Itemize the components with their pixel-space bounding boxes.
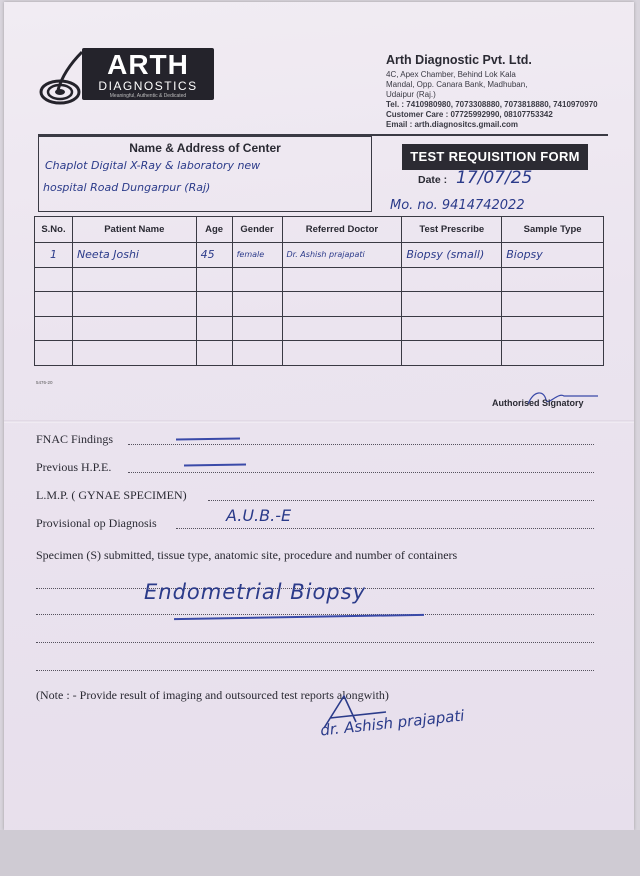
table-header-row: [35, 217, 604, 243]
center-line-2: hospital Road Dungarpur (Raj): [43, 181, 211, 194]
previous-hpe-ink-stroke: [184, 463, 246, 466]
cell-test-prescribe: Biopsy (small): [402, 243, 502, 268]
specimen-label: Specimen (S) submitted, tissue type, anatomic site, procedure and number of containers: [36, 548, 458, 562]
table-row: [35, 316, 604, 341]
specimen-value: Endometrial Biopsy: [144, 580, 367, 604]
address-line-3: Udaipur (Raj.): [386, 90, 436, 99]
col-header-test-prescribe: Test Prescribe: [402, 217, 502, 243]
previous-hpe-dotted-line: [128, 472, 594, 473]
table-row: [35, 292, 604, 317]
telephone: Tel. : 7410980980, 7073308880, 7073818880, 7410970970: [386, 100, 598, 109]
lmp-label: L.M.P. ( GYNAE SPECIMEN): [36, 488, 187, 502]
company-details: [386, 52, 626, 130]
customer-care: Customer Care : 07725992990, 08107753342: [386, 110, 553, 119]
form-code: 5476-20: [36, 380, 53, 385]
logo-box: [82, 48, 214, 100]
table-row: [35, 267, 604, 292]
table-row: [35, 243, 604, 268]
address-line-2: Mandal, Opp. Canara Bank, Madhuban,: [386, 80, 528, 89]
form-title: TEST REQUISITION FORM: [402, 144, 588, 170]
fnac-dotted-line: [128, 444, 594, 445]
provisional-diagnosis-label: Provisional op Diagnosis: [36, 516, 157, 530]
cell-age: 45: [196, 243, 232, 268]
col-header-patient-name: Patient Name: [72, 217, 196, 243]
center-line-1: Chaplot Digital X-Ray & laboratory new: [45, 159, 261, 172]
specimen-dotted-line-4: [36, 670, 594, 671]
provisional-diagnosis-value: A.U.B.-E: [226, 506, 292, 525]
date-value: 17/07/25: [456, 168, 533, 188]
specimen-dotted-line-3: [36, 642, 594, 643]
cell-patient-name: Neeta Joshi: [72, 243, 196, 268]
col-header-referred-doctor: Referred Doctor: [282, 217, 402, 243]
col-header-gender: Gender: [232, 217, 282, 243]
note-text: (Note : - Provide result of imaging and outsourced test reports alongwith): [36, 688, 389, 702]
date-label: Date :: [418, 174, 448, 186]
cell-referred-doctor: Dr. Ashish prajapati: [282, 243, 402, 268]
patient-table: [34, 216, 604, 366]
address-line-1: 4C, Apex Chamber, Behind Lok Kala: [386, 70, 516, 79]
company-name: Arth Diagnostic Pvt. Ltd.: [386, 53, 532, 67]
requisition-form-sheet: [4, 2, 634, 830]
company-logo: [34, 44, 198, 106]
provisional-dotted-line: [176, 528, 594, 529]
mobile-number: Mo. no. 9414742022: [390, 198, 525, 213]
center-title: Name & Address of Center: [129, 141, 281, 155]
center-address-box: [38, 136, 372, 212]
previous-hpe-label: Previous H.P.E.: [36, 460, 112, 474]
logo-name: ARTH: [107, 49, 189, 80]
col-header-sample-type: Sample Type: [502, 217, 604, 243]
cell-sno: 1: [35, 243, 73, 268]
paper-fold: [4, 420, 634, 423]
fnac-ink-stroke: [176, 437, 240, 440]
fnac-label: FNAC Findings: [36, 432, 114, 446]
logo-swirl-icon: [38, 50, 84, 106]
logo-tagline: Meaningful, Authentic & Dedicated: [109, 93, 187, 99]
col-header-age: Age: [196, 217, 232, 243]
cell-gender: female: [232, 243, 282, 268]
scan-background-strip: [0, 830, 640, 876]
email: Email : arth.diagnositcs.gmail.com: [386, 120, 519, 129]
lmp-dotted-line: [208, 500, 594, 501]
col-header-sno: S.No.: [35, 217, 73, 243]
logo-subtitle: DIAGNOSTICS: [98, 79, 198, 93]
doctor-signature: dr. Ashish prajapati: [319, 706, 466, 740]
cell-sample-type: Biopsy: [502, 243, 604, 268]
authorised-signatory-label: Authorised Signatory: [492, 398, 584, 408]
table-row: [35, 341, 604, 366]
